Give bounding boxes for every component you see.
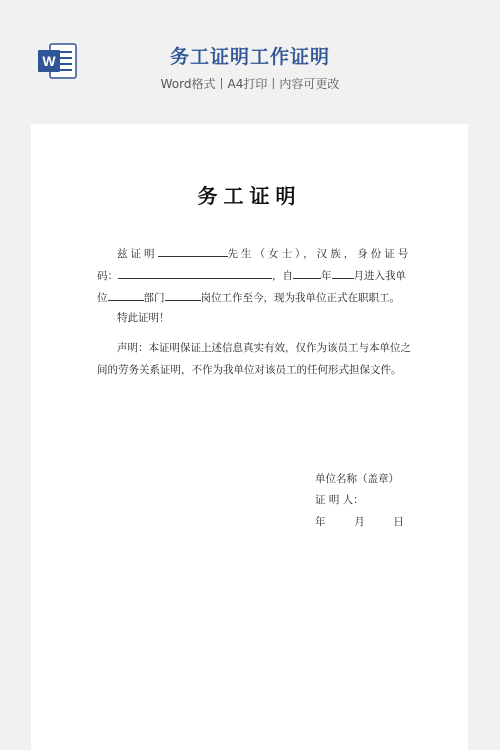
header (0, 0, 500, 110)
id-number-blank[interactable] (118, 267, 272, 279)
text-segment: 先生（女士），汉族，身份证号 (227, 248, 412, 260)
paragraph-1-line-2 (97, 267, 406, 283)
signature-certifier: 证 明 人： (315, 494, 364, 506)
text-segment: 岗位工作至今，现为我单位正式在职职工。 (200, 292, 400, 304)
text-segment: ，自 (272, 270, 293, 282)
date-day: 日 (393, 516, 404, 528)
text-segment: 部门 (143, 292, 165, 304)
month-blank[interactable] (332, 267, 354, 279)
page-title: 务工证明工作证明 (169, 46, 330, 68)
statement-line-1: 声明：本证明保证上述信息真实有效，仅作为该员工与本单位之 (117, 342, 411, 354)
text-segment: 兹证明 (117, 248, 158, 260)
signature-date (315, 514, 404, 529)
position-blank[interactable] (165, 289, 201, 301)
year-blank[interactable] (293, 267, 321, 279)
text-segment: 位 (97, 292, 108, 304)
document-title: 务工证明 (197, 184, 302, 208)
text-segment: 月进入我单 (353, 270, 406, 282)
svg-text:W: W (42, 53, 56, 69)
date-year: 年 (315, 516, 326, 528)
paragraph-1-line-1 (117, 245, 411, 261)
paragraph-1-line-3 (97, 289, 400, 305)
paragraph-2: 特此证明！ (117, 312, 170, 324)
name-blank[interactable] (158, 245, 228, 257)
text-segment: 年 (321, 270, 332, 282)
signature-unit-name: 单位名称（盖章） (315, 473, 399, 485)
document-page (31, 124, 468, 750)
page-subtitle: Word格式丨A4打印丨内容可更改 (160, 77, 340, 91)
text-segment: 码： (97, 270, 118, 282)
department-blank[interactable] (108, 289, 144, 301)
statement-line-2: 间的劳务关系证明，不作为我单位对该员工的任何形式担保文件。 (97, 364, 402, 376)
date-month: 月 (354, 516, 365, 528)
